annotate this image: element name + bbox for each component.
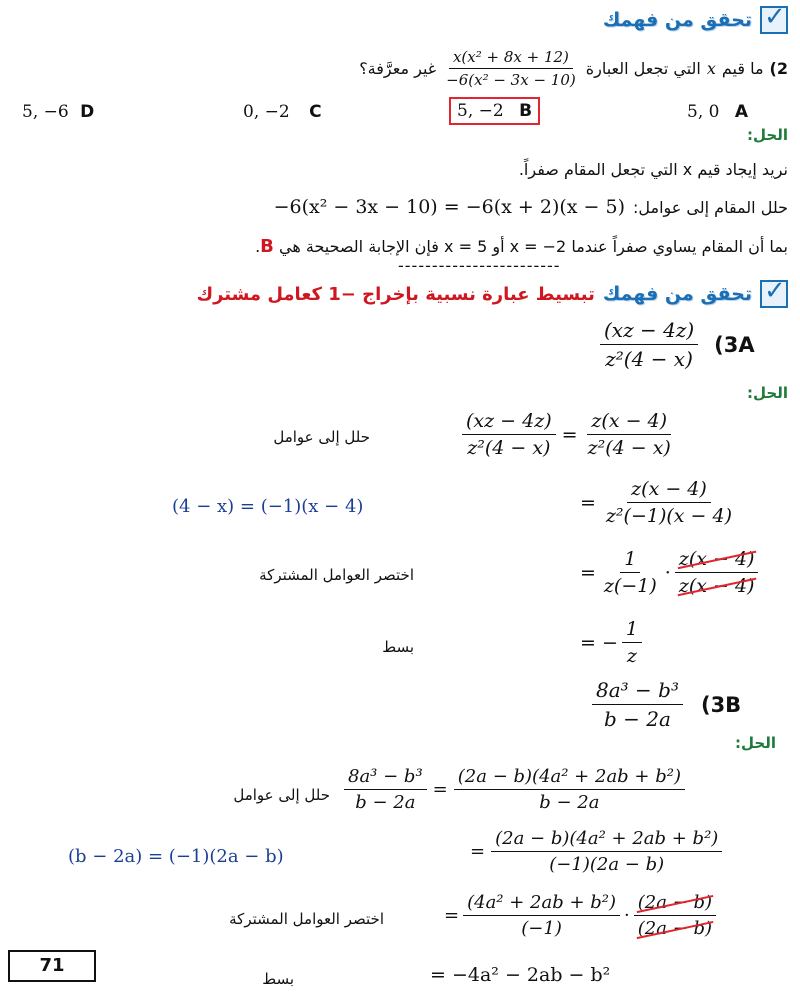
problem-3a: [600, 318, 755, 371]
option-b: [449, 97, 540, 125]
step-3b-1: [344, 766, 685, 813]
question-var: x: [706, 59, 716, 78]
step-3b-1-lhs-den: b − 2a: [355, 792, 416, 813]
step-3b-1-rhs-den: b − 2a: [539, 792, 600, 813]
option-a-label: A: [734, 102, 749, 122]
option-c-label: C: [309, 102, 322, 122]
step-3b-2: [470, 828, 722, 875]
step-3a-4-note: بسط: [382, 638, 414, 656]
question-expr-num: x(x² + 8x + 12): [449, 48, 573, 69]
step-3a-3-cancel-num: z(x − 4): [678, 548, 755, 570]
step-3a-4-rhs-num: 1: [622, 618, 642, 643]
step-3b-2-rhs: [491, 828, 722, 875]
check-title-2: تحقق من فهمك: [602, 283, 752, 305]
step-3a-3-rhs-num: 1: [620, 548, 640, 573]
step-3a-3-rhs: [600, 548, 661, 597]
solution-label-3a: الحل:: [747, 384, 788, 402]
step-3b-2-rhs-den: (−1)(2a − b): [549, 854, 665, 875]
step-3b-3-cancel-den: (2a − b): [637, 918, 713, 939]
check-title-1: تحقق من فهمك: [602, 9, 752, 31]
step-3a-2: [580, 478, 736, 527]
option-c-value: 0, −2: [243, 102, 290, 122]
option-c: [243, 102, 322, 122]
solution-line-3-text: بما أن المقام يساوي صفراً عندما x = −2 أو x = 5 فإن الإجابة الصحيحة هي: [279, 237, 788, 256]
step-3b-3-rhs: [463, 892, 620, 939]
option-b-value: 5, −2: [457, 101, 504, 121]
solution-label-3b: الحل:: [735, 734, 776, 752]
option-d-label: D: [80, 102, 95, 122]
step-3b-1-lhs-num: 8a³ − b³: [344, 766, 427, 790]
dot-operator: ·: [624, 905, 630, 926]
question-expression: [442, 48, 580, 89]
question-number: 2): [769, 59, 788, 78]
step-3b-4-note: بسط: [262, 970, 294, 988]
step-3a-3-note: اختصر العوامل المشتركة: [259, 566, 414, 584]
problem-3b-expression: [592, 678, 683, 731]
equals-sign: =: [444, 905, 460, 926]
step-3a-1-lhs: [462, 410, 556, 459]
problem-3a-label: (3A: [714, 332, 755, 357]
page-number: 71: [8, 950, 96, 982]
option-a: [687, 102, 748, 122]
equals-sign: =: [580, 491, 596, 514]
step-3a-3: [580, 548, 758, 597]
checkmark-icon: [760, 6, 788, 34]
solution-label-1: الحل:: [747, 126, 788, 144]
checkmark-icon: [760, 280, 788, 308]
question-2: [359, 48, 788, 89]
step-3a-2-rhs-num: z(x − 4): [627, 478, 711, 503]
option-b-label: B: [519, 101, 533, 121]
problem-3b-num: 8a³ − b³: [592, 678, 683, 705]
step-3a-1-rhs-num: z(x − 4): [587, 410, 671, 435]
question-expr-den: −6(x² − 3x − 10): [446, 71, 576, 89]
question-text-before: ما قيم: [721, 59, 764, 78]
question-suffix: غير معرَّفة؟: [359, 59, 437, 78]
solution-line-1: نريد إيجاد قيم x التي تجعل المقام صفراً.: [518, 160, 788, 179]
step-3b-4: = −4a² − 2ab − b²: [430, 964, 611, 986]
problem-3b: [592, 678, 741, 731]
step-3a-4-rhs: [622, 618, 642, 667]
step-3a-1: [462, 410, 675, 459]
step-3a-1-rhs-den: z²(4 − x): [587, 437, 671, 459]
step-3a-1-lhs-num: (xz − 4z): [462, 410, 556, 435]
problem-3a-den: z²(4 − x): [605, 347, 693, 371]
problem-3b-label: (3B: [700, 692, 742, 717]
option-a-value: 5, 0: [687, 102, 720, 122]
dot-operator: ·: [664, 561, 671, 584]
problem-3a-expression: [600, 318, 698, 371]
step-3b-3-rhs-den: (−1): [521, 918, 562, 939]
question-text-after: التي تجعل العبارة: [585, 59, 701, 78]
step-3b-2-rhs-num: (2a − b)(4a² + 2ab + b²): [491, 828, 722, 852]
problem-3a-num: (xz − 4z): [600, 318, 698, 345]
step-3a-4-rhs-den: z: [626, 645, 637, 667]
option-d: [22, 102, 94, 122]
solution-line-3-end: .: [255, 237, 261, 256]
step-3a-1-rhs: [584, 410, 675, 459]
step-3a-2-rhs: [602, 478, 736, 527]
step-3a-2-note: (4 − x) = (−1)(x − 4): [172, 496, 364, 517]
step-3b-3-cancel-num: (2a − b): [637, 892, 713, 913]
step-3a-1-lhs-den: z²(4 − x): [467, 437, 551, 459]
step-3b-3: [444, 892, 716, 939]
step-3b-1-note: حلل إلى عوامل: [233, 786, 330, 804]
solution-line-2-text: حلل المقام إلى عوامل:: [633, 197, 788, 217]
step-3b-3-note: اختصر العوامل المشتركة: [229, 910, 384, 928]
step-3a-3-cancel: [675, 548, 759, 597]
step-3a-1-note: حلل إلى عوامل: [273, 428, 370, 446]
check-subtitle-2: تبسيط عبارة نسبية بإخراج −1 كعامل مشترك: [196, 283, 595, 305]
equals-sign: =: [432, 779, 448, 800]
step-3b-2-note: (b − 2a) = (−1)(2a − b): [68, 846, 284, 867]
equals-sign: =: [470, 841, 486, 862]
solution-answer: B: [260, 236, 274, 257]
check-header-2: [197, 280, 788, 308]
step-3b-1-rhs: [454, 766, 685, 813]
step-3b-1-rhs-num: (2a − b)(4a² + 2ab + b²): [454, 766, 685, 790]
step-3b-1-lhs: [344, 766, 427, 813]
step-3b-3-rhs-num: (4a² + 2ab + b²): [463, 892, 620, 916]
solution-line-2-math: −6(x² − 3x − 10) = −6(x + 2)(x − 5): [273, 196, 625, 218]
step-3b-3-cancel: [634, 892, 716, 939]
solution-line-3: [255, 236, 788, 257]
step-3a-4: [580, 618, 642, 667]
equals-sign: =: [580, 561, 596, 584]
separator: ------------------------: [398, 256, 561, 275]
check-header-1: [603, 6, 788, 34]
step-3a-4-prefix: = −: [580, 631, 618, 654]
step-3a-2-rhs-den: z²(−1)(x − 4): [605, 505, 733, 527]
option-d-value: 5, −6: [22, 102, 69, 122]
solution-line-2: [274, 196, 788, 218]
step-3a-3-rhs-den: z(−1): [603, 575, 657, 597]
step-3a-3-cancel-den: z(x − 4): [678, 575, 755, 597]
problem-3b-den: b − 2a: [604, 707, 671, 731]
equals-sign: =: [561, 423, 578, 446]
